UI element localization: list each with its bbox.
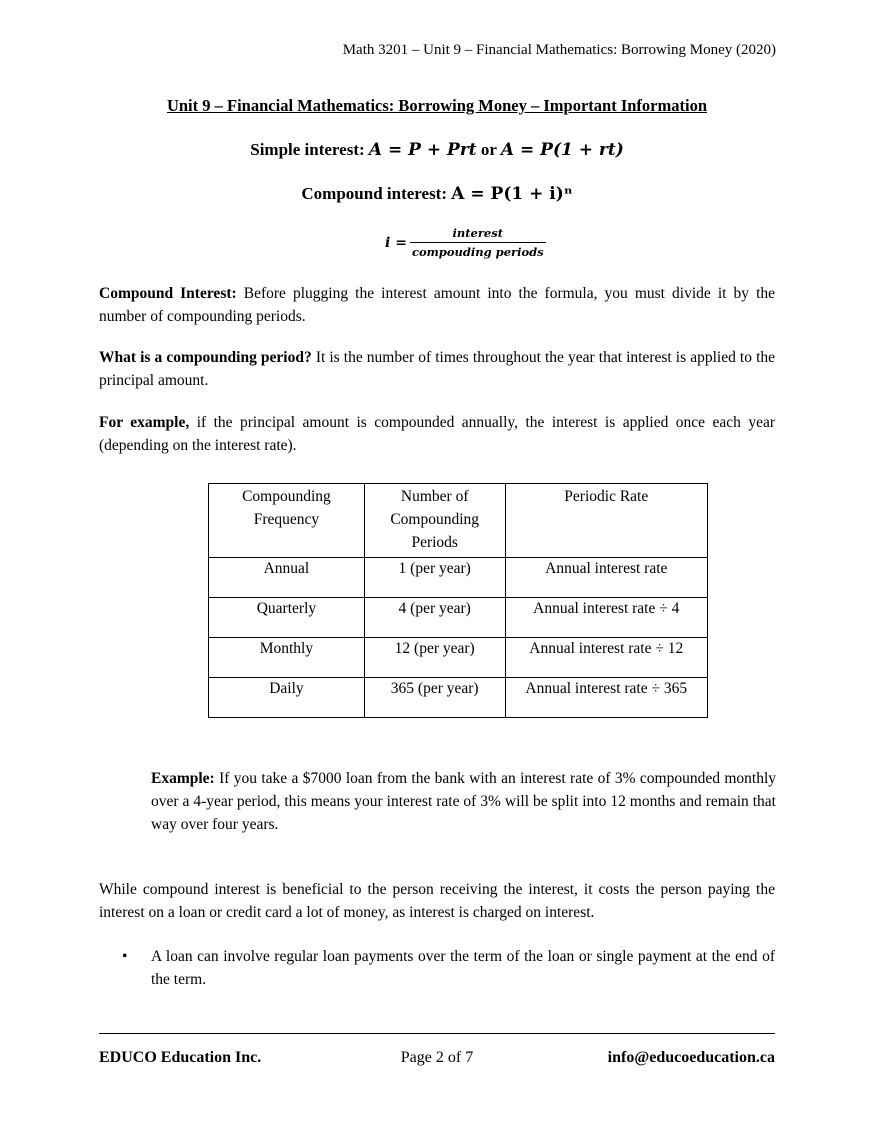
compounding-period-text: It is the number of times throughout the year that interest is applied to the principal amount. — [99, 349, 776, 389]
loan-example-paragraph — [151, 767, 776, 836]
table-cell: Annual interest rate ÷ 365 — [505, 678, 707, 718]
footer-email: info@educoeducation.ca — [607, 1049, 775, 1066]
rate-numerator: interest — [452, 226, 504, 240]
closing-paragraph: While compound interest is beneficial to the person receiving the interest, it costs the person paying the interest on a loan or credit card a lot of money, as interest is charged on interest. — [99, 881, 775, 921]
table-row — [209, 598, 708, 638]
rate-lhs: i = — [385, 234, 407, 251]
compound-interest-text: Before plugging the interest amount into the formula, you must divide it by the number of compounding periods. — [99, 285, 776, 325]
table-cell: 4 (per year) — [364, 598, 505, 638]
table-cell: 1 (per year) — [364, 558, 505, 598]
table-header-cell: Number of Compounding Periods — [364, 484, 505, 558]
table-row — [209, 678, 708, 718]
running-header: Math 3201 – Unit 9 – Financial Mathematics: Borrowing Money (2020) — [342, 42, 776, 58]
page-title: Unit 9 – Financial Mathematics: Borrowing Money – Important Information — [166, 96, 708, 115]
compound-interest-formula — [0, 184, 874, 204]
for-example-text: if the principal amount is compounded annually, the interest is applied once each year (depending on the interest rate). — [99, 414, 776, 454]
loan-example-lead: Example: — [151, 770, 215, 787]
compound-interest-expr: A = P(1 + i)ⁿ — [451, 184, 573, 204]
bullet-icon: • — [122, 948, 128, 965]
table-cell: Quarterly — [209, 598, 365, 638]
table-cell: 365 (per year) — [364, 678, 505, 718]
compounding-period-paragraph — [99, 346, 775, 392]
table-header-cell: Periodic Rate — [505, 484, 707, 558]
footer-divider — [99, 1033, 775, 1034]
table-cell: Annual — [209, 558, 365, 598]
footer-company: EDUCO Education Inc. — [99, 1049, 262, 1066]
for-example-paragraph — [99, 411, 775, 457]
rate-fraction — [410, 226, 546, 259]
table-cell: 12 (per year) — [364, 638, 505, 678]
periodic-rate-formula — [385, 226, 546, 259]
compound-interest-paragraph — [99, 282, 775, 328]
formula-or: or — [480, 140, 497, 159]
table-cell: Daily — [209, 678, 365, 718]
loan-example-text: If you take a $7000 loan from the bank with an interest rate of 3% compounded monthly over a 4-year period, this means your interest rate of 3% will be split into 12 months and remain that way over four years. — [151, 770, 776, 833]
compounding-table — [208, 483, 708, 718]
compounding-period-lead: What is a compounding period? — [99, 349, 312, 366]
compound-interest-label: Compound interest: — [301, 184, 448, 203]
footer-page-number: Page 2 of 7 — [400, 1049, 474, 1066]
table-row — [209, 558, 708, 598]
table-header-cell: Compounding Frequency — [209, 484, 365, 558]
compound-interest-lead: Compound Interest: — [99, 285, 237, 302]
table-cell: Annual interest rate ÷ 12 — [505, 638, 707, 678]
simple-interest-expr-1: A = P + Prt — [368, 140, 477, 160]
bullet-item: A loan can involve regular loan payments over the term of the loan or single payment at the end of the term. — [151, 948, 775, 988]
simple-interest-label: Simple interest: — [250, 140, 365, 159]
table-cell: Annual interest rate — [505, 558, 707, 598]
for-example-lead: For example, — [99, 414, 190, 431]
simple-interest-formula — [0, 140, 874, 160]
table-header-row — [209, 484, 708, 558]
simple-interest-expr-2: A = P(1 + rt) — [500, 140, 624, 160]
rate-denominator: compouding periods — [410, 242, 546, 259]
table-cell: Annual interest rate ÷ 4 — [505, 598, 707, 638]
table-row — [209, 638, 708, 678]
table-cell: Monthly — [209, 638, 365, 678]
